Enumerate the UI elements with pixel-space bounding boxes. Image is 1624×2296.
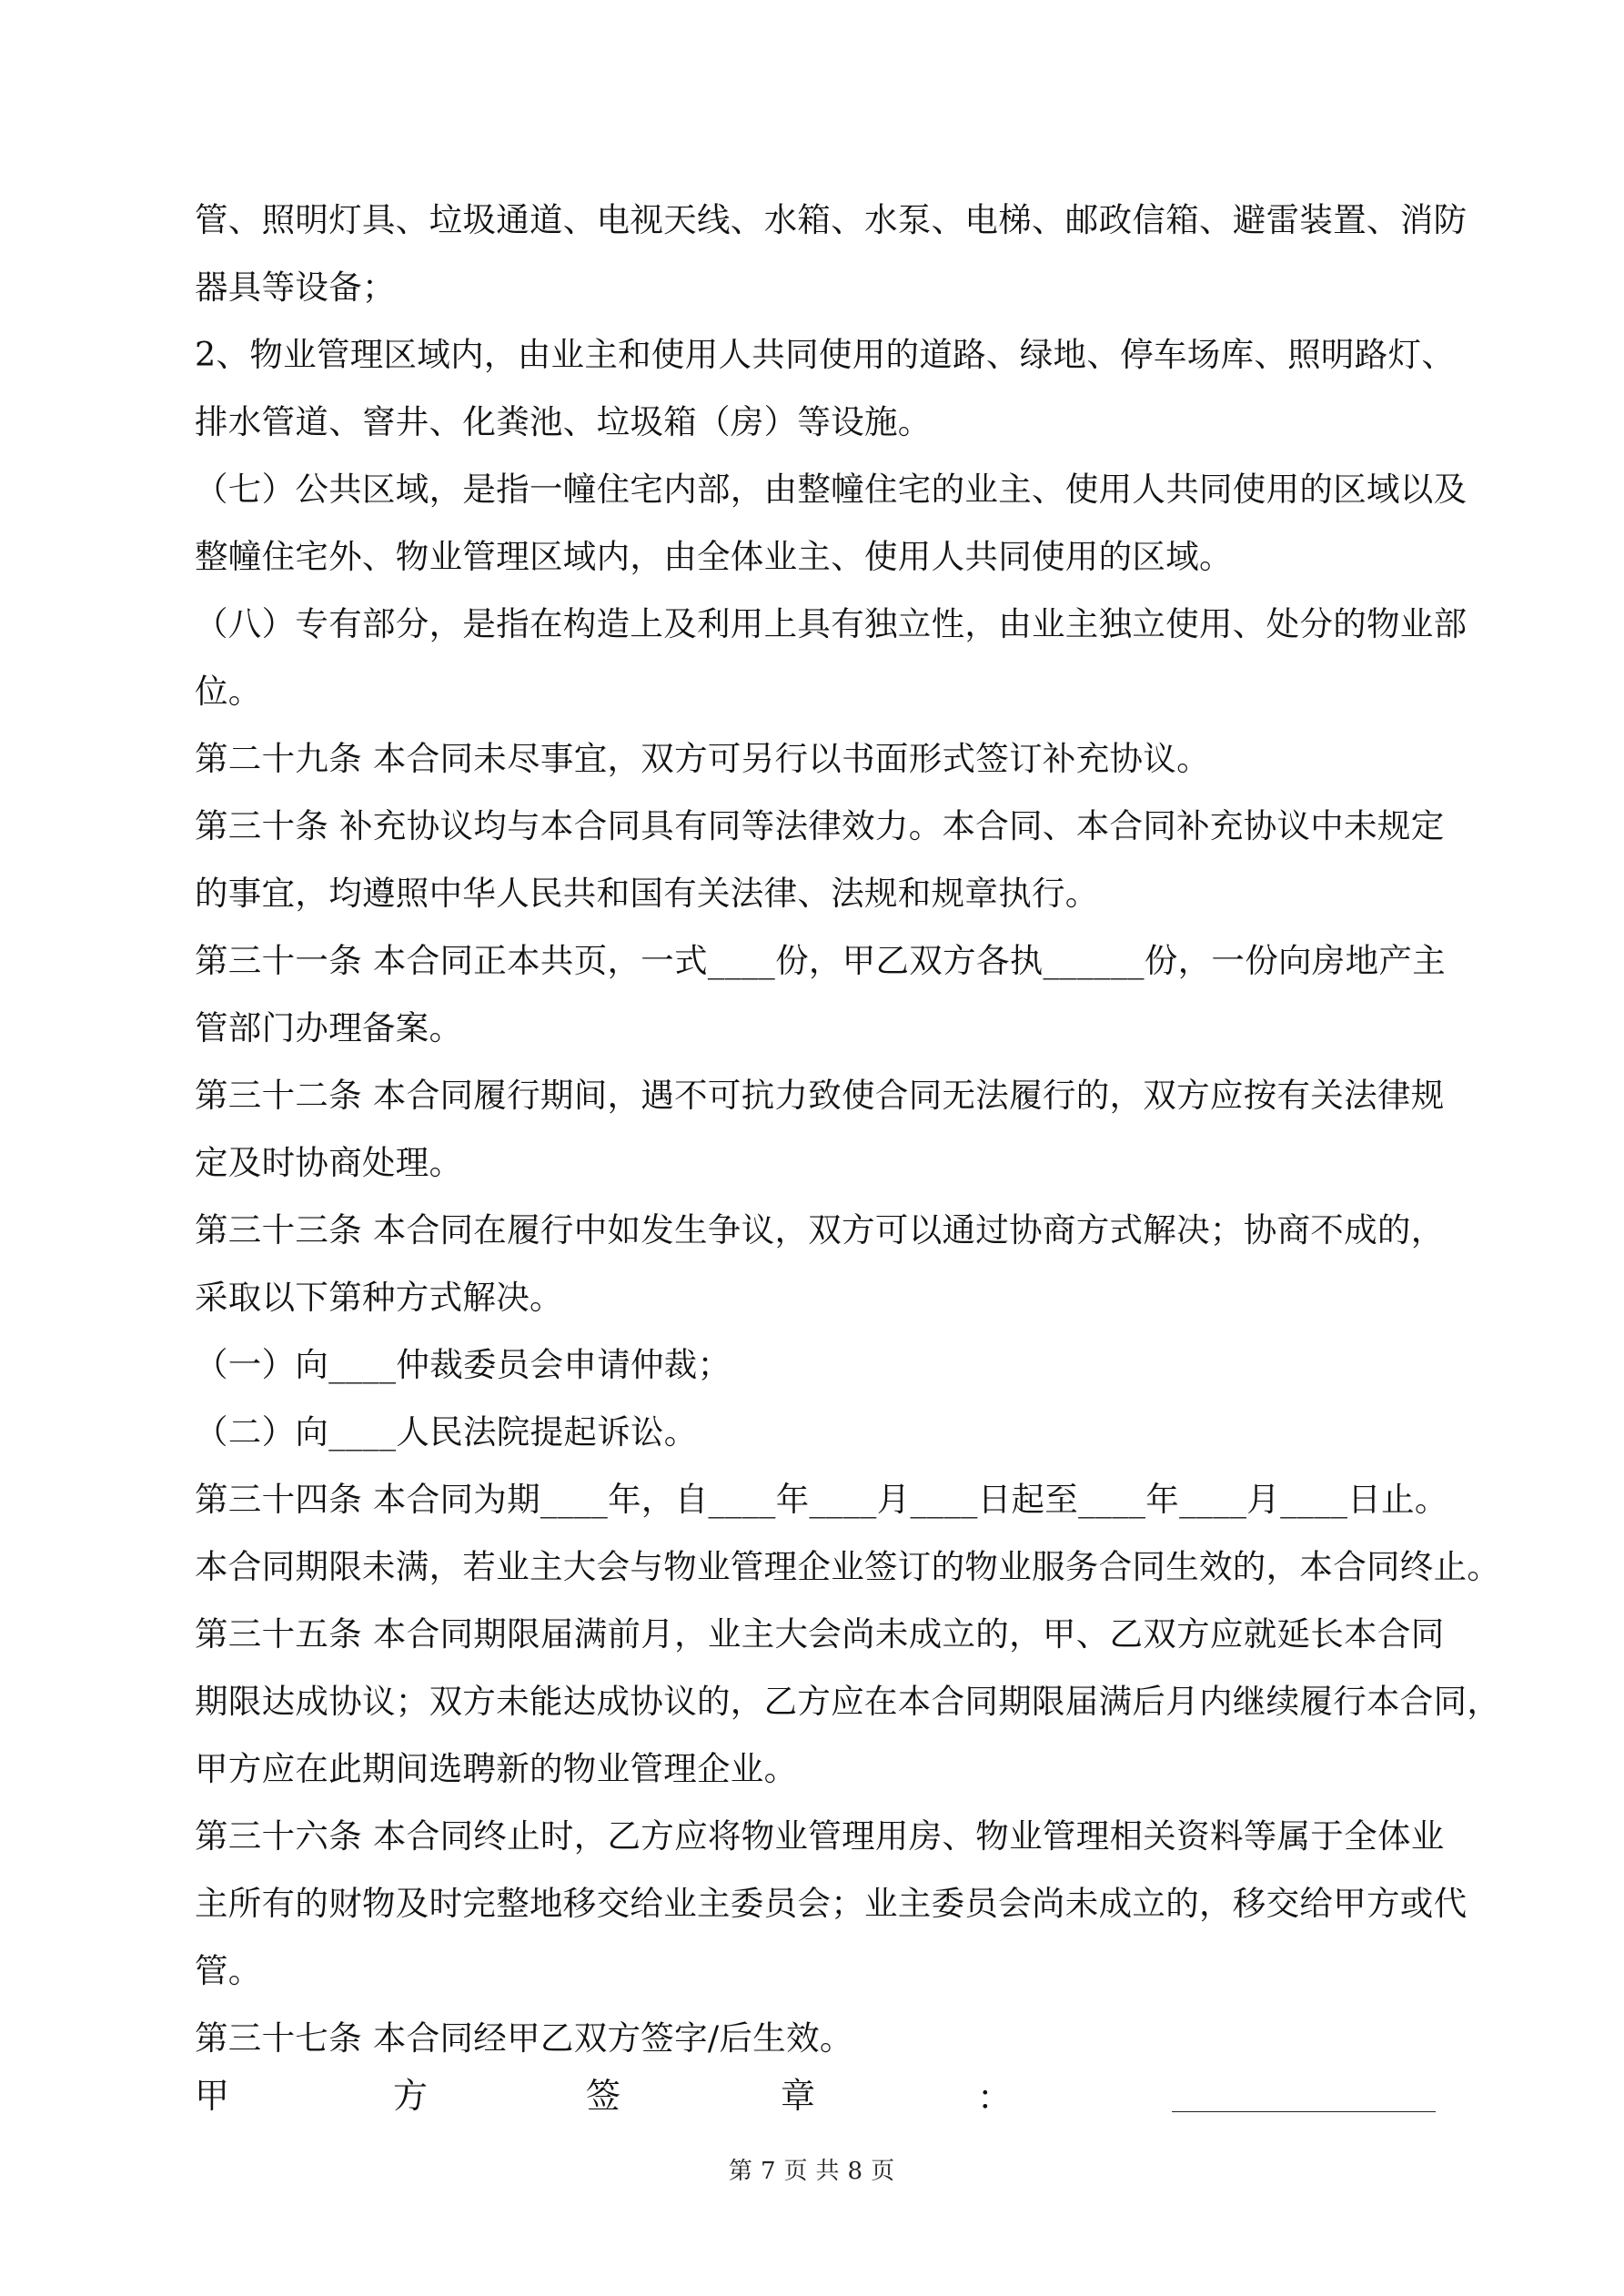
text-line: 2、物业管理区域内，由业主和使用人共同使用的道路、绿地、停车场库、照明路灯、 [195, 335, 1456, 374]
text-line: 第三十六条 本合同终止时，乙方应将物业管理用房、物业管理相关资料等属于全体业 [195, 1816, 1445, 1856]
text-line: 第三十条 补充协议均与本合同具有同等法律效力。本合同、本合同补充协议中未规定 [195, 806, 1445, 845]
text-line: 定及时协商处理。 [195, 1143, 463, 1182]
footer-page-prefix: 第 [728, 2158, 753, 2185]
text-line: 第三十一条 本合同正本共页，一式____份，甲乙双方各执______份，一份向房地产主 [195, 941, 1447, 980]
footer-page-word: 页 [783, 2158, 809, 2185]
text-line: 整幢住宅外、物业管理区域内，由全体业主、使用人共同使用的区域。 [195, 537, 1233, 576]
text-line: 第二十九条 本合同未尽事宜，双方可另行以书面形式签订补充协议。 [195, 739, 1210, 778]
text-line: （八）专有部分，是指在构造上及利用上具有独立性，由业主独立使用、处分的物业部 [195, 604, 1468, 643]
footer-total-pages: 8 [847, 2158, 864, 2185]
signature-label-char: 方 [393, 2076, 429, 2116]
signature-label-char: 甲 [195, 2076, 230, 2116]
text-line: 采取以下第种方式解决。 [195, 1278, 563, 1317]
text-line: 本合同期限未满，若业主大会与物业管理企业签订的物业服务合同生效的，本合同终止。 [195, 1547, 1501, 1586]
text-line: 主所有的财物及时完整地移交给业主委员会；业主委员会尚未成立的，移交给甲方或代 [195, 1884, 1468, 1923]
text-line: 期限达成协议；双方未能达成协议的，乙方应在本合同期限届满后月内继续履行本合同， [195, 1682, 1501, 1721]
signature-blank-line[interactable] [1172, 2111, 1436, 2112]
footer-total-prefix: 共 [815, 2158, 841, 2185]
signature-label-char: 章 [781, 2076, 816, 2116]
text-line: （一）向____仲裁委员会申请仲裁； [195, 1345, 731, 1384]
contract-body [195, 187, 1501, 2072]
text-line: 管部门办理备案。 [195, 1008, 463, 1047]
text-line: 器具等设备； [195, 268, 396, 307]
party-a-signature-row [195, 2058, 1441, 2131]
text-line: 排水管道、窨井、化粪池、垃圾箱（房）等设施。 [195, 402, 932, 441]
signature-colon: ： [977, 2078, 1013, 2118]
text-line: 第三十五条 本合同期限届满前月，业主大会尚未成立的，甲、乙双方应就延长本合同 [195, 1614, 1445, 1654]
text-line: （二）向____人民法院提起诉讼。 [195, 1412, 698, 1451]
footer-page-word-2: 页 [871, 2158, 896, 2185]
text-line: 第三十四条 本合同为期____年，自____年____月____日起至____年____月____日止。 [195, 1480, 1448, 1519]
text-line: （七）公共区域，是指一幢住宅内部，由整幢住宅的业主、使用人共同使用的区域以及 [195, 470, 1468, 509]
signature-label-char: 签 [586, 2076, 621, 2116]
footer-current-page: 7 [760, 2158, 777, 2185]
page-footer [0, 2152, 1624, 2186]
text-line: 第三十三条 本合同在履行中如发生争议，双方可以通过协商方式解决；协商不成的， [195, 1210, 1445, 1249]
text-line: 管。 [195, 1951, 262, 1990]
text-line: 位。 [195, 672, 262, 711]
text-line: 甲方应在此期间选聘新的物业管理企业。 [195, 1749, 798, 1788]
text-line: 的事宜，均遵照中华人民共和国有关法律、法规和规章执行。 [195, 874, 1099, 913]
text-line: 管、照明灯具、垃圾通道、电视天线、水箱、水泵、电梯、邮政信箱、避雷装置、消防 [195, 200, 1468, 239]
text-line: 第三十二条 本合同履行期间，遇不可抗力致使合同无法履行的，双方应按有关法律规 [195, 1076, 1445, 1115]
text-line: 第三十七条 本合同经甲乙双方签字/后生效。 [195, 2018, 853, 2058]
